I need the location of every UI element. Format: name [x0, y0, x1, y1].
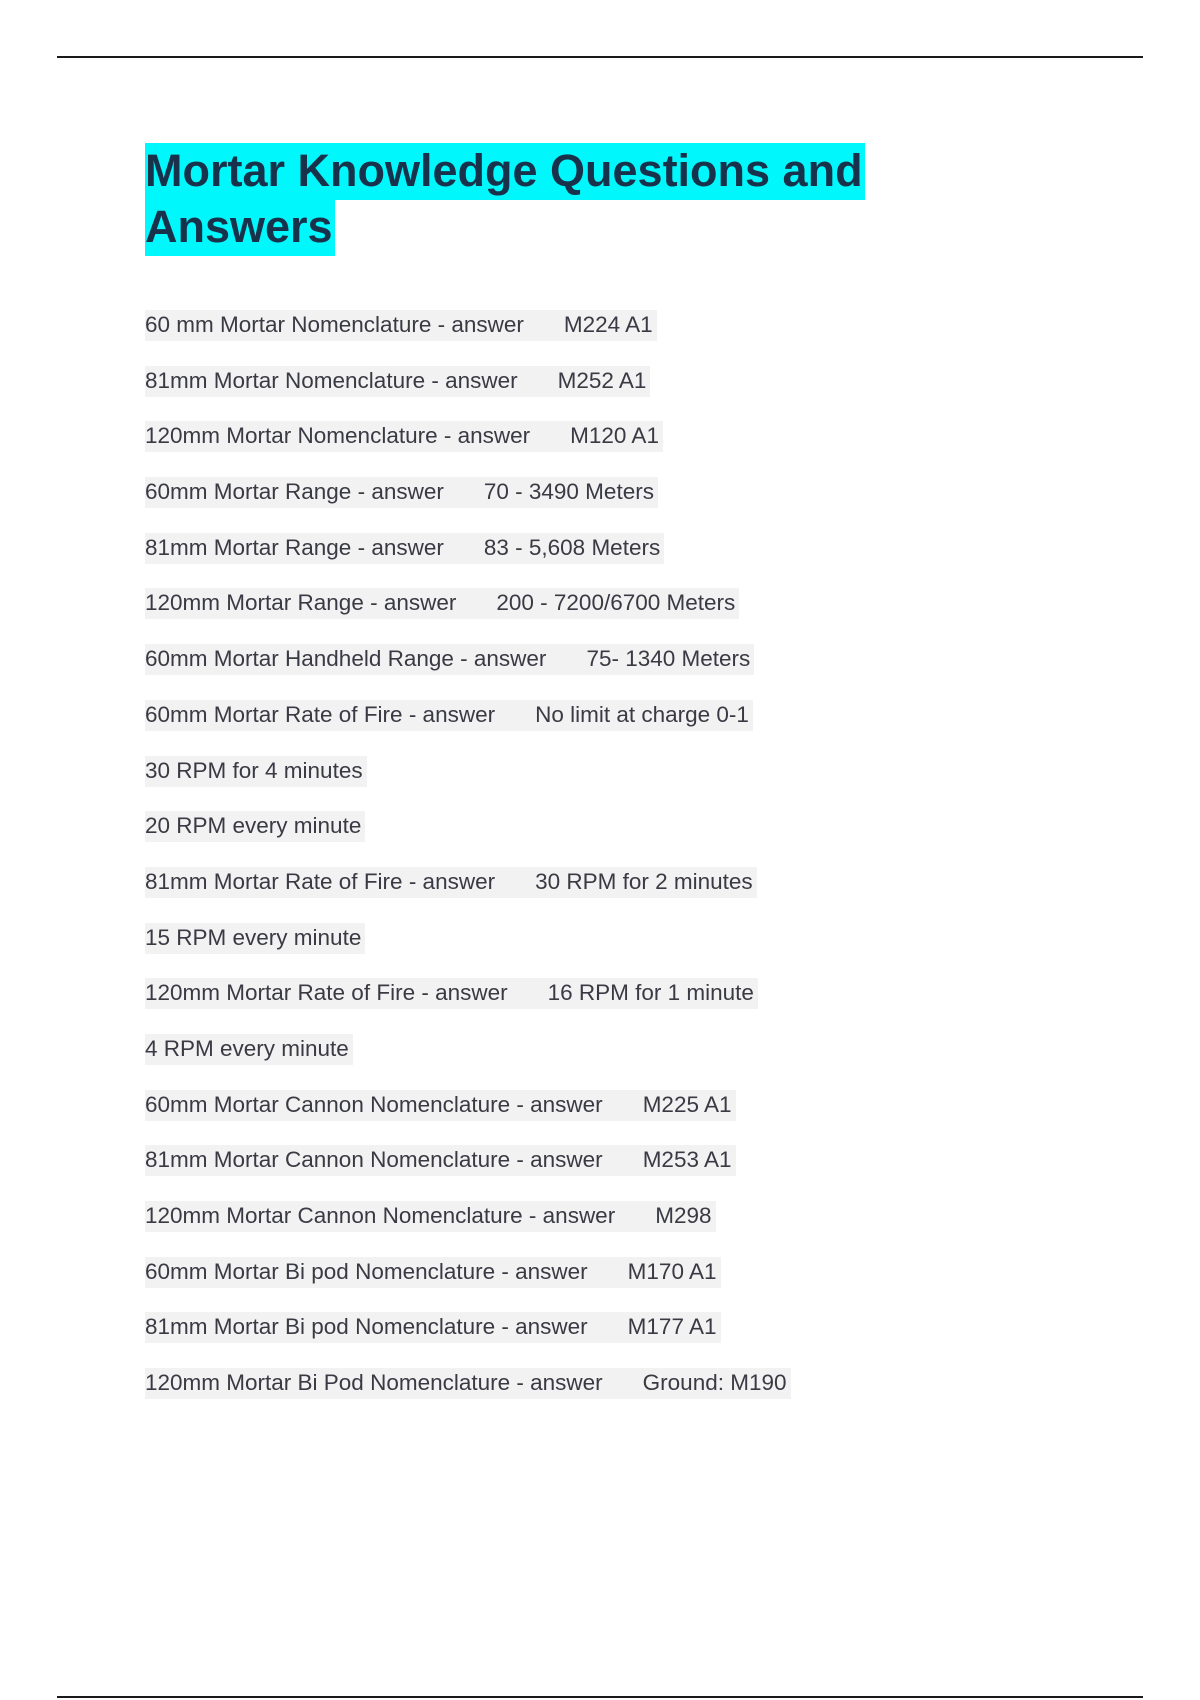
answer-text: 83 - 5,608 Meters	[483, 534, 661, 560]
answer-text: M252 A1	[557, 367, 647, 393]
qa-item	[145, 366, 1045, 422]
answer-text: M298	[655, 1203, 712, 1228]
question-text: 81mm Mortar Range - answer	[145, 534, 444, 560]
qa-text	[145, 366, 650, 397]
question-text: 60mm Mortar Rate of Fire - answer	[145, 701, 496, 727]
question-text: 81mm Mortar Rate of Fire - answer	[145, 868, 496, 894]
answer-text: M170 A1	[627, 1258, 717, 1284]
qa-text	[145, 310, 657, 341]
qa-text	[145, 978, 758, 1009]
qa-text	[145, 923, 365, 954]
question-text: 30 RPM for 4 minutes	[145, 757, 363, 783]
qa-text	[145, 533, 664, 564]
question-text: 81mm Mortar Bi pod Nomenclature - answer	[145, 1314, 588, 1340]
question-text: 4 RPM every minute	[145, 1035, 349, 1061]
question-text: 81mm Mortar Cannon Nomenclature - answer	[145, 1147, 603, 1173]
answer-text: M120 A1	[570, 423, 659, 449]
title-highlight: Mortar Knowledge Questions and Answers	[145, 143, 865, 256]
qa-item	[145, 644, 1045, 700]
question-text: 60mm Mortar Handheld Range - answer	[145, 646, 547, 672]
qa-text	[145, 421, 663, 452]
qa-text	[145, 1368, 791, 1399]
qa-item	[145, 1312, 1045, 1368]
qa-item	[145, 1034, 1045, 1090]
qa-text	[145, 867, 757, 898]
answer-text: No limit at charge 0-1	[535, 701, 749, 727]
qa-item	[145, 1257, 1045, 1313]
qa-item	[145, 1145, 1045, 1201]
qa-text	[145, 1034, 353, 1065]
qa-item	[145, 978, 1045, 1034]
answer-text: M177 A1	[627, 1314, 717, 1340]
qa-list	[145, 310, 1045, 1424]
answer-text: 200 - 7200/6700 Meters	[496, 590, 736, 616]
qa-item	[145, 756, 1045, 812]
question-text: 120mm Mortar Nomenclature - answer	[145, 423, 531, 449]
qa-item	[145, 923, 1045, 979]
qa-text	[145, 756, 367, 787]
bottom-rule	[57, 1696, 1143, 1698]
top-rule	[57, 56, 1143, 58]
qa-text	[145, 811, 365, 842]
qa-text	[145, 1312, 721, 1343]
qa-item	[145, 533, 1045, 589]
question-text: 60mm Mortar Bi pod Nomenclature - answer	[145, 1258, 588, 1284]
question-text: 60 mm Mortar Nomenclature - answer	[145, 312, 524, 337]
qa-item	[145, 588, 1045, 644]
answer-text: 30 RPM for 2 minutes	[535, 868, 753, 894]
answer-text: M225 A1	[642, 1091, 732, 1117]
qa-item	[145, 867, 1045, 923]
qa-item	[145, 1201, 1045, 1257]
question-text: 81mm Mortar Nomenclature - answer	[145, 367, 518, 393]
answer-text: M224 A1	[563, 312, 653, 337]
qa-text	[145, 1257, 721, 1288]
question-text: 60mm Mortar Range - answer	[145, 479, 444, 505]
answer-text: 16 RPM for 1 minute	[547, 980, 754, 1006]
qa-item	[145, 700, 1045, 756]
qa-item	[145, 310, 1045, 366]
qa-text	[145, 700, 753, 731]
question-text: 120mm Mortar Rate of Fire - answer	[145, 980, 508, 1006]
qa-text	[145, 588, 739, 619]
question-text: 20 RPM every minute	[145, 813, 362, 839]
qa-item	[145, 1090, 1045, 1146]
qa-text	[145, 1201, 716, 1232]
question-text: 120mm Mortar Range - answer	[145, 590, 457, 616]
question-text: 15 RPM every minute	[145, 924, 362, 950]
qa-text	[145, 1090, 736, 1121]
question-text: 60mm Mortar Cannon Nomenclature - answer	[145, 1091, 603, 1117]
question-text: 120mm Mortar Cannon Nomenclature - answer	[145, 1203, 616, 1228]
answer-text: Ground: M190	[642, 1370, 787, 1396]
qa-text	[145, 1145, 736, 1176]
qa-text	[145, 644, 754, 675]
qa-item	[145, 477, 1045, 533]
question-text: 120mm Mortar Bi Pod Nomenclature - answer	[145, 1370, 603, 1396]
document-title	[145, 143, 945, 255]
answer-text: M253 A1	[642, 1147, 732, 1173]
qa-item	[145, 811, 1045, 867]
answer-text: 75- 1340 Meters	[586, 646, 751, 672]
answer-text: 70 - 3490 Meters	[483, 479, 654, 505]
qa-item	[145, 421, 1045, 477]
qa-item	[145, 1368, 1045, 1424]
qa-text	[145, 477, 658, 508]
